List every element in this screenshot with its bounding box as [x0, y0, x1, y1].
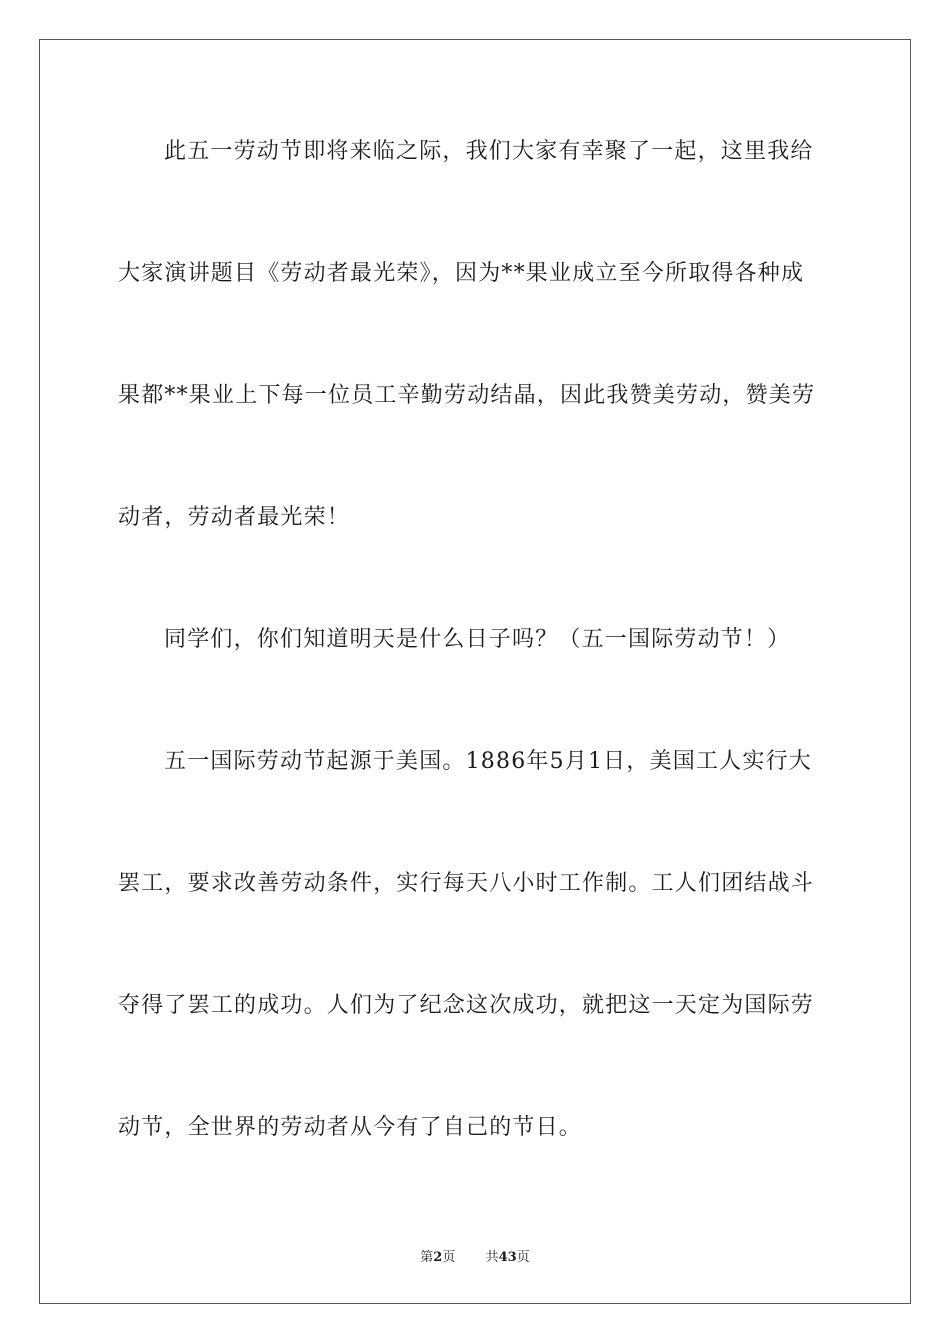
- paragraph-1-line-4: 动者，劳动者最光荣！: [118, 505, 351, 530]
- page-footer: [0, 1249, 950, 1267]
- paragraph-1-line-2: 大家演讲题目《劳动者最光荣》，因为**果业成立至今所取得各种成: [118, 261, 805, 286]
- total-prefix: 共: [485, 1250, 499, 1265]
- total-suffix: 页: [516, 1250, 530, 1265]
- paragraph-3-line-2: 罢工，要求改善劳动条件，实行每天八小时工作制。工人们团结战斗: [118, 871, 815, 896]
- page-number-label: [420, 1249, 455, 1267]
- paragraph-3-line-1: 五一国际劳动节起源于美国。1886年5月1日，美国工人实行大: [164, 749, 812, 774]
- paragraph-1-line-3: 果都**果业上下每一位员工辛勤劳动结晶，因此我赞美劳动，赞美劳: [118, 383, 816, 408]
- total-pages-label: [486, 1249, 530, 1267]
- total-pages: 43: [498, 1250, 517, 1265]
- page-number: 2: [433, 1250, 443, 1265]
- paragraph-3-line-3: 夺得了罢工的成功。人们为了纪念这次成功，就把这一天定为国际劳: [118, 993, 815, 1018]
- paragraph-1-line-1: 此五一劳动节即将来临之际，我们大家有幸聚了一起，这里我给: [164, 139, 814, 164]
- paragraph-3-line-4: 动节，全世界的劳动者从今有了自己的节日。: [118, 1115, 583, 1140]
- page-prefix: 第: [420, 1250, 434, 1265]
- paragraph-2-line-1: 同学们，你们知道明天是什么日子吗？（五一国际劳动节！）: [164, 627, 791, 652]
- page-suffix: 页: [442, 1250, 456, 1265]
